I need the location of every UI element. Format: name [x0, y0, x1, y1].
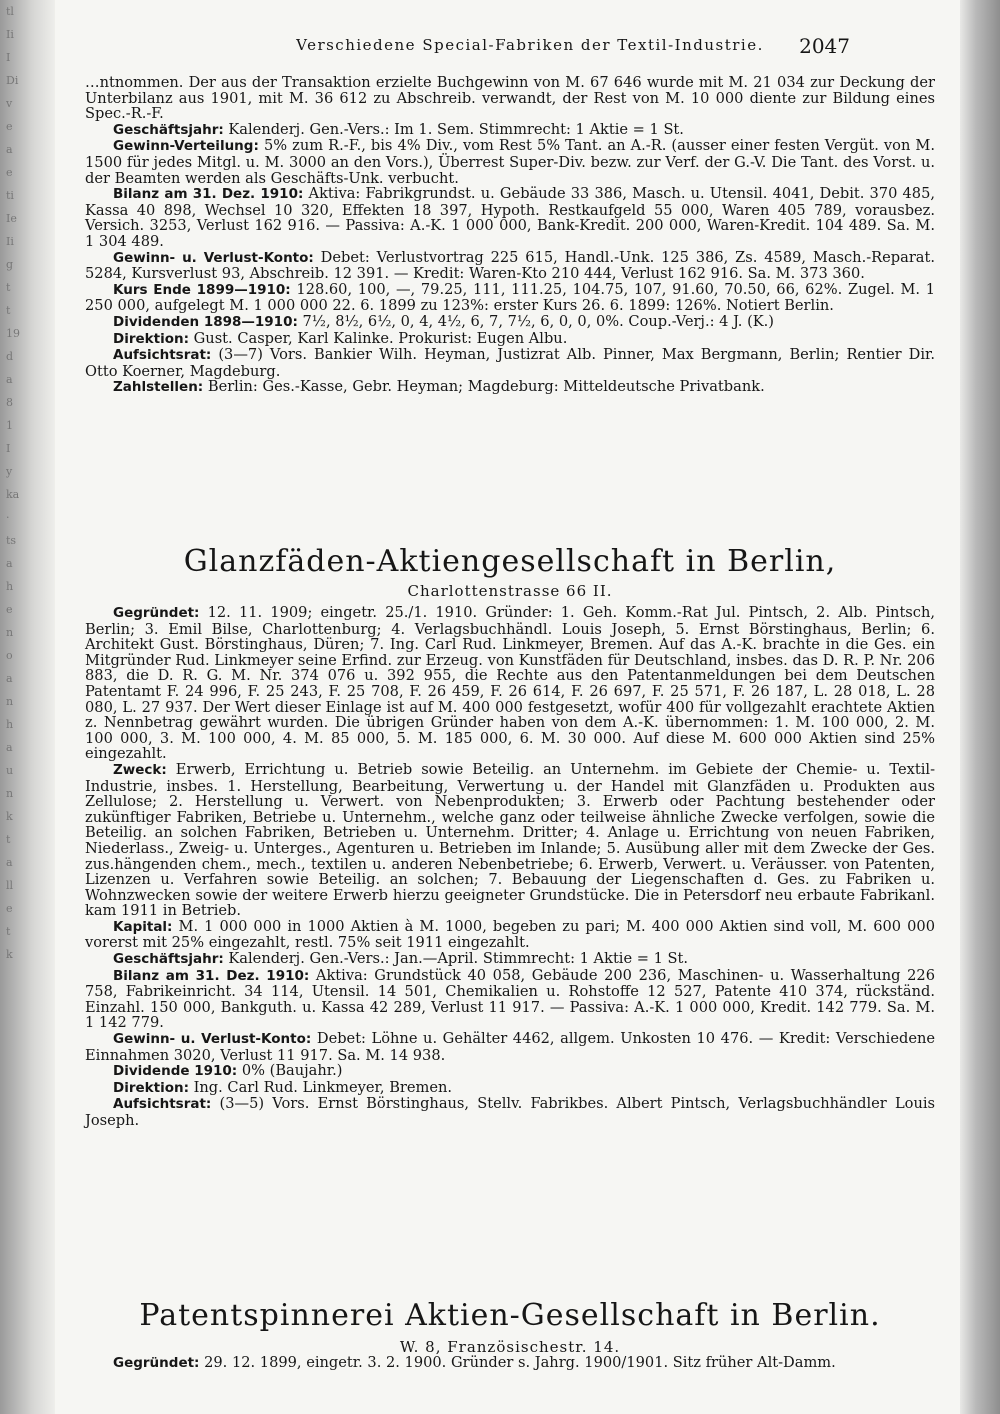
field-text: 5% zum R.-F., bis 4% Div., vom Rest 5% Tant. an A.-R. (ausser einer festen Vergüt. von M. 1500 für jedes Mitgl. u. M. 3000 an den Vors.), Überrest Super-Div. bezw. zur Verf. der G.-V. Die Tant. des Vorst. u. der Beamten werden als Geschäfts-Unk. verbucht.: [85, 137, 936, 187]
section2-paragraph: [85, 1031, 935, 1063]
section2-paragraph: [85, 919, 935, 951]
field-label: Aufsichtsrat:: [113, 347, 212, 364]
edge-fragment: a: [6, 741, 13, 754]
field-label: Dividende 1910:: [113, 1063, 238, 1080]
edge-fragment: ka: [6, 488, 20, 501]
edge-fragment: e: [6, 603, 13, 616]
field-label: Gewinn- u. Verlust-Konto:: [113, 1031, 312, 1048]
left-page-gutter: [0, 0, 55, 1414]
section2-paragraph: [85, 762, 935, 919]
edge-fragment: t: [6, 281, 11, 294]
section2-paragraph: [85, 1096, 935, 1128]
field-label: Gewinn-Verteilung:: [113, 138, 259, 155]
edge-fragment: 8: [6, 396, 13, 409]
section1-paragraph: [85, 347, 935, 379]
edge-fragment: Ie: [6, 212, 17, 225]
field-text: 128.60, 100, —, 79.25, 111, 111.25, 104.75, 107, 91.60, 70.50, 66, 62%. Zugel. M. 1 250 000, aufgelegt M. 1 000 000 22. 6. 1899 zu 123%: erster Kurs 26. 6. 1899: 126%. Notiert Berlin.: [85, 280, 935, 315]
edge-fragment: a: [6, 672, 13, 685]
field-text: M. 1 000 000 in 1000 Aktien à M. 1000, begeben zu pari; M. 400 000 Aktien sind voll, M. 600 000 vorerst mit 25% eingezahlt, restl. 75% seit 1911 eingezahlt.: [85, 917, 935, 952]
edge-fragment: ts: [6, 534, 17, 547]
running-title: Verschiedene Special-Fabriken der Textil-Industrie.: [296, 36, 764, 54]
field-text: Debet: Löhne u. Gehälter 4462, allgem. Unkosten 10 476. — Kredit: Verschiedene Einnahmen 3020, Verlust 11 917. Sa. M. 14 938.: [85, 1030, 936, 1064]
field-text: Debet: Verlustvortrag 225 615, Handl.-Unk. 125 386, Zs. 4589, Masch.-Reparat. 5284, Kursverlust 93, Abschreib. 12 391. — Kredit: Waren-Kto 210 444, Verlust 162 916. Sa. M. 373 360.: [85, 248, 935, 283]
field-text: …ntnommen. Der aus der Transaktion erzielte Buchgewinn von M. 67 646 wurde mit M. 21 034 zur Deckung der Unterbilanz aus 1901, mit M. 36 612 zu Abschreib. verwandt, der Rest von M. 10 000 diente zur Bildung eines Spec.-R.-F.: [85, 74, 935, 123]
field-text: 29. 12. 1899, eingetr. 3. 2. 1900. Gründer s. Jahrg. 1900/1901. Sitz früher Alt-Damm.: [204, 1354, 836, 1371]
edge-fragment: 19: [6, 327, 20, 340]
field-text: Kalenderj. Gen.-Vers.: Jan.—April. Stimmrecht: 1 Aktie = 1 St.: [228, 950, 689, 968]
edge-fragment: g: [6, 258, 14, 271]
edge-fragment: n: [6, 695, 14, 708]
edge-fragment: ll: [6, 879, 14, 892]
field-text: Erwerb, Errichtung u. Betrieb sowie Beteilig. an Unternehm. im Gebiete der Chemie- u. Textil-Industrie, insbes. 1. Herstellung, Bearbeitung, Verwertung u. der Handel mit Glanzfäden u. Produkten aus Zellulose; 2. Herstellung u. Verwert. von Nebenprodukten; 3. Erwerb oder Pachtung bestehender oder zukünftiger Fabriken, Betriebe u. Unternehm., welche ganz oder teilweise ähnliche Zwecke verfolgen, sowie die Beteilig. an solchen Fabriken, Betrieben u. Unternehm. Dritter; 4. Anlage u. Errichtung von neuen Fabriken, Niederlass., Zweig- u. Unterges., Agenturen u. Betrieben im Inlande; 5. Ausübung aller mit dem Zwecke der Ges. zus.hängenden chem., mech., textilen u. anderen Nebenbetriebe; 6. Erwerb, Verwert. u. Veräusser. von Patenten, Lizenzen u. Verfahren sowie Beteilig. an solchen; 7. Bebauung der Liegenschaften d. Ges. zu Fabriken u. Wohnzwecken sowie der weitere Erwerb hierzu geeigneter Grundstücke. Die in Petersdorf neu erbaute Fabrikanl. kam 1911 in Betrieb.: [85, 760, 935, 920]
edge-fragment: t: [6, 925, 11, 938]
edge-fragment: e: [6, 166, 13, 179]
field-label: Direktion:: [113, 1079, 189, 1096]
field-label: Aufsichtsrat:: [113, 1096, 212, 1113]
edge-fragment: y: [6, 465, 13, 478]
field-label: Geschäftsjahr:: [113, 951, 224, 968]
field-text: Aktiva: Grundstück 40 058, Gebäude 200 236, Maschinen- u. Wasserhaltung 226 758, Fabrikeinricht. 34 114, Utensil. 14 501, Chemikalien u. Rohstoffe 12 527, Patente 410 374, rückständ. Einzahl. 150 000, Bankguth. u. Kassa 42 289, Verlust 11 917. — Passiva: A.-K. 1 000 000, Kredit. 142 779. Sa. M. 1 142 779.: [85, 966, 936, 1032]
section1-paragraph: [85, 186, 935, 249]
field-label: Bilanz am 31. Dez. 1910:: [113, 967, 310, 984]
edge-fragment: o: [6, 649, 13, 662]
edge-fragment: v: [6, 97, 13, 110]
section1-paragraph: [85, 250, 935, 282]
field-text: Kalenderj. Gen.-Vers.: Im 1. Sem. Stimmrecht: 1 Aktie = 1 St.: [228, 120, 684, 138]
field-label: Direktion:: [113, 330, 189, 347]
edge-fragment: I: [6, 51, 11, 64]
company-address-glanzfaeden: Charlottenstrasse 66 II.: [407, 582, 613, 600]
field-label: Zweck:: [113, 761, 167, 778]
field-label: Zahlstellen:: [113, 379, 204, 396]
field-text: Berlin: Ges.-Kasse, Gebr. Heyman; Magdeburg: Mitteldeutsche Privatbank.: [207, 378, 765, 396]
section-3-body: [85, 1355, 935, 1372]
section1-paragraph: [85, 75, 935, 122]
document-page: [55, 0, 960, 1414]
edge-fragment: a: [6, 557, 13, 570]
company-title-glanzfaeden: Glanzfäden-Aktiengesellschaft in Berlin,: [183, 544, 837, 579]
field-text: Gust. Casper, Karl Kalinke. Prokurist: Eugen Albu.: [193, 329, 568, 347]
section-2-body: [85, 605, 935, 1129]
edge-fragment: Ii: [6, 28, 14, 41]
edge-fragment: h: [6, 718, 14, 731]
field-label: Bilanz am 31. Dez. 1910:: [113, 186, 304, 203]
field-text: (3—7) Vors. Bankier Wilh. Heyman, Justizrat Alb. Pinner, Max Bergmann, Berlin; Rentier Dir. Otto Koerner, Magdeburg.: [85, 346, 935, 380]
field-label: Gewinn- u. Verlust-Konto:: [113, 249, 314, 266]
section1-paragraph: [85, 314, 935, 331]
edge-fragment: e: [6, 120, 13, 133]
field-label: Kurs Ende 1899—1910:: [113, 281, 291, 298]
edge-fragment: n: [6, 787, 14, 800]
field-label: Kapital:: [113, 918, 173, 935]
edge-fragment: a: [6, 856, 13, 869]
edge-fragment: t: [6, 304, 11, 317]
section-1-body: [85, 75, 935, 396]
section2-paragraph: [85, 605, 935, 762]
company-title-patentspinnerei: Patentspinnerei Aktien-Gesellschaft in Berlin.: [139, 1298, 881, 1333]
field-label: Gegründet:: [113, 1355, 200, 1371]
edge-fragment: n: [6, 626, 14, 639]
edge-fragment: tl: [6, 5, 14, 18]
edge-fragment: ·: [6, 511, 10, 524]
section3-paragraph: [85, 1355, 935, 1372]
edge-fragment: Di: [6, 74, 19, 87]
left-page-edge-fragments: [6, 0, 36, 1414]
section1-paragraph: [85, 379, 935, 396]
field-text: 0% (Baujahr.): [241, 1062, 343, 1080]
field-text: 12. 11. 1909; eingetr. 25./1. 1910. Gründer: 1. Geh. Komm.-Rat Jul. Pintsch, 2. Alb. Pintsch, Berlin; 3. Emil Bilse, Charlottenburg; 4. Verlagsbuchhändl. Louis Joseph, 5. Ernst Börstinghaus, Berlin; 6. Architekt Gust. Börstinghaus, Düren; 7. Ing. Carl Rud. Linkmeyer, Bremen. Auf das A.-K. brachte in die Ges. ein Mitgründer Rud. Linkmeyer seine Erfind. zur Erzeug. von Kunstfäden für Deutschland, insbes. das D. R. P. Nr. 206 883, die D. R. G. M. Nr. 374 076 u. 392 955, die Rechte aus den Patentanmeldungen bei dem Deutschen Patentamt F. 24 996, F. 25 243, F. 25 708, F. 26 459, F. 26 614, F. 26 697, F. 25 571, F. 26 187, L. 28 018, L. 28 080, L. 27 937. Der Wert dieser Einlage ist auf M. 400 000 festgesetzt, wofür 400 für vollgezahlt erachtete Aktien z. Nennbetrag gewährt wurden. Die übrigen Gründer haben von dem A.-K. übernommen: 1. M. 100 000, 2. M. 100 000, 3. M. 100 000, 4. M. 85 000, 5. M. 185 000, 6. M. 30 000. Auf diese M. 600 000 Aktien sind 25% eingezahlt.: [85, 604, 936, 763]
section1-paragraph: [85, 138, 935, 186]
section2-paragraph: [85, 1080, 935, 1097]
section2-paragraph: [85, 951, 935, 968]
edge-fragment: a: [6, 143, 13, 156]
edge-fragment: k: [6, 810, 13, 823]
section1-paragraph: [85, 331, 935, 348]
section2-paragraph: [85, 1063, 935, 1080]
section1-paragraph: [85, 282, 935, 314]
right-page-edge: [960, 0, 1000, 1414]
company-address-patentspinnerei: W. 8, Französischestr. 14.: [399, 1338, 621, 1356]
edge-fragment: e: [6, 902, 13, 915]
edge-fragment: h: [6, 580, 14, 593]
edge-fragment: a: [6, 373, 13, 386]
edge-fragment: k: [6, 948, 13, 961]
field-text: Aktiva: Fabrikgrundst. u. Gebäude 33 386, Masch. u. Utensil. 4041, Debit. 370 485, Kassa 40 898, Wechsel 10 320, Effekten 18 397, Hypoth. Restkaufgeld 55 000, Waren 405 789, vorausbez. Versich. 3253, Verlust 162 916. — Passiva: A.-K. 1 000 000, Bank-Kredit. 200 000, Waren-Kredit. 104 489. Sa. M. 1 304 489.: [85, 185, 936, 250]
edge-fragment: I: [6, 442, 11, 455]
section1-paragraph: [85, 122, 935, 139]
edge-fragment: d: [6, 350, 14, 363]
field-text: 7½, 8½, 6½, 0, 4, 4½, 6, 7, 7½, 6, 0, 0, 0%. Coup.-Verj.: 4 J. (K.): [302, 312, 775, 330]
page-number: 2047: [799, 34, 850, 58]
section2-paragraph: [85, 968, 935, 1031]
field-label: Dividenden 1898—1910:: [113, 313, 298, 330]
field-label: Gegründet:: [113, 605, 200, 621]
field-text: (3—5) Vors. Ernst Börstinghaus, Stellv. Fabrikbes. Albert Pintsch, Verlagsbuchhändler Louis Joseph.: [85, 1095, 935, 1129]
edge-fragment: Ii: [6, 235, 14, 248]
edge-fragment: u: [6, 764, 14, 777]
edge-fragment: ti: [6, 189, 14, 202]
edge-fragment: 1: [6, 419, 13, 432]
field-text: Ing. Carl Rud. Linkmeyer, Bremen.: [193, 1078, 453, 1096]
field-label: Geschäftsjahr:: [113, 121, 224, 138]
edge-fragment: t: [6, 833, 11, 846]
